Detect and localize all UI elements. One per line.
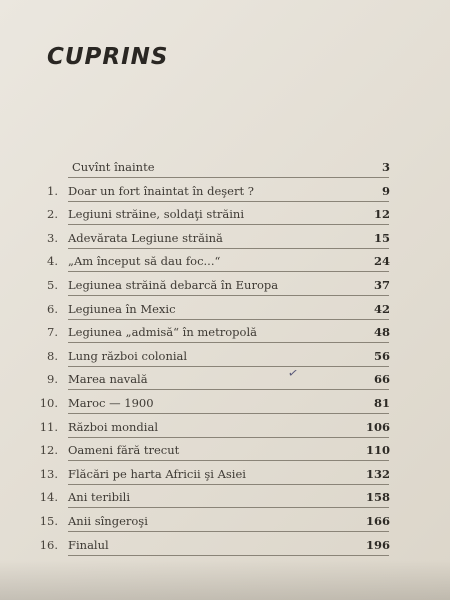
toc-separator [68,484,389,485]
toc-entry [0,254,450,276]
toc-entry-page: 196 [365,537,390,552]
toc-entry-number: 11. [39,419,58,434]
toc-entry [0,467,450,489]
toc-entry-title: Legiunea „admisă“ în metropolă [68,325,257,340]
toc-entry-title: Anii sîngeroşi [68,514,148,528]
toc-entry-title: Finalul [68,537,109,552]
toc-entry-page: 15 [373,230,390,245]
toc-entry [0,325,450,347]
toc-entry-page: 24 [373,254,390,269]
toc-entry-page: 110 [365,443,390,458]
toc-separator [68,531,389,532]
toc-separator [68,366,389,367]
toc-entry-title: Legiunea în Mexic [68,301,176,316]
pencil-mark-icon: ✓ [286,365,300,381]
toc-separator [68,507,389,508]
toc-entry [0,514,450,536]
toc-entry-number: 5. [47,278,58,292]
toc-separator [68,342,389,343]
toc-entry-page: 166 [365,514,390,528]
toc-entry [0,372,450,394]
toc-entry-page: 9 [381,183,390,198]
toc-separator [68,224,389,225]
toc-entry-page: 132 [365,466,390,481]
toc-entry [0,184,450,206]
toc-entry-title: Legiuni străine, soldaţi străini [68,207,245,222]
toc-entry-number: 8. [47,348,58,363]
toc-entry-title: Marea navală [68,372,148,387]
toc-entry-number: 6. [47,301,58,316]
toc-entry-page: 56 [373,348,390,363]
toc-entry-page: 12 [373,207,390,222]
toc-entry-page: 106 [365,419,390,434]
toc-entry [0,278,450,300]
toc-entry-number: 1. [47,183,58,198]
toc-entry-number: 4. [47,254,58,269]
toc-entry-page: 81 [373,396,390,410]
toc-entry-title: Oameni fără trecut [68,443,180,458]
toc-separator [68,248,389,249]
toc-entry [0,396,450,418]
toc-separator [68,201,389,202]
page-title: CUPRINS [47,44,169,70]
toc-entry-number: 3. [47,230,58,245]
toc-entry-number: 9. [47,372,58,387]
toc-separator [68,555,389,556]
toc-entry [0,160,450,182]
toc-separator [68,177,389,178]
toc-entry-title: Doar un fort înaintat în deşert ? [68,183,254,198]
toc-entry [0,231,450,253]
toc-entry-number: 12. [39,443,58,458]
toc-entry-number: 7. [47,325,58,340]
toc-entry-title: Lung război colonial [68,348,188,363]
toc-separator [68,389,389,390]
toc-entry-page: 37 [373,278,390,292]
toc-separator [68,319,389,320]
toc-entry-page: 48 [373,325,390,340]
toc-entry-title: Adevărata Legiune străină [68,230,223,245]
toc-entry-page: 66 [373,372,390,387]
toc-entry-title: Flăcări pe harta Africii şi Asiei [68,466,246,481]
toc-entry [0,538,450,560]
toc-entry-page: 158 [365,490,390,505]
toc-entry-page: 42 [373,301,390,316]
toc-separator [68,413,389,414]
toc-entry [0,302,450,324]
toc-separator [68,271,389,272]
toc-entry [0,207,450,229]
toc-entry-title: Cuvînt înainte [72,160,155,174]
toc-entry-number: 14. [39,490,58,505]
toc-separator [68,437,389,438]
toc-entry-title: Maroc — 1900 [68,396,154,410]
toc-entry [0,349,450,371]
toc-entry-number: 13. [39,466,58,481]
toc-entry [0,420,450,442]
toc-separator [68,295,389,296]
toc-entry-title: „Am început să dau foc...“ [68,254,221,269]
toc-entry [0,443,450,465]
toc-separator [68,460,389,461]
toc-entry-title: Ani teribili [68,490,131,505]
toc-entry [0,490,450,512]
toc-entry-number: 2. [47,207,58,222]
toc-entry-number: 16. [39,537,58,552]
toc-entry-number: 10. [39,396,58,410]
toc-entry-number: 15. [39,514,58,528]
toc-entry-title: Legiunea străină debarcă în Europa [68,278,279,292]
toc-entry-title: Război mondial [68,419,159,434]
toc-entry-page: 3 [381,160,390,174]
page-shadow [0,560,450,600]
